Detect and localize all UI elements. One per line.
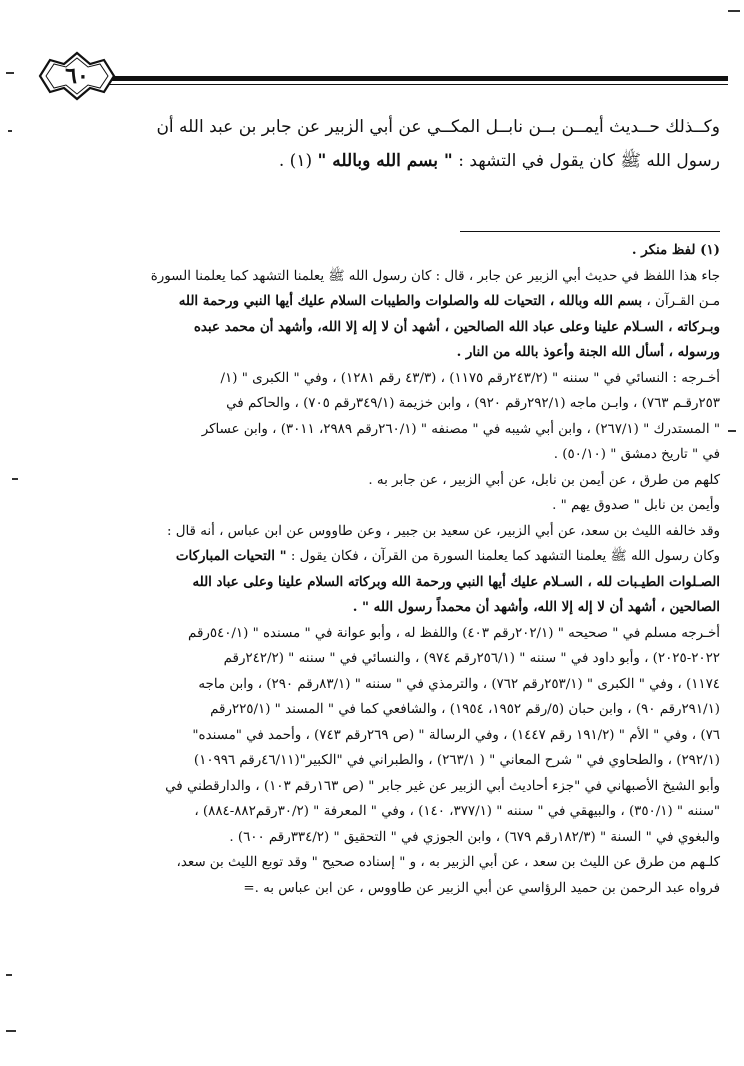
footnote-line (30, 748, 720, 774)
footnote-text: مـن القـرآن ، (642, 294, 720, 309)
footnote-line (30, 442, 720, 468)
header-rule (56, 76, 728, 81)
footnote-text: وأبو الشيخ الأصبهاني في "جزء أحاديث أبي الزبير عن غير جابر " (ص ١٦٣رقم ١٠٣) ، والدارقطني في (165, 778, 720, 794)
main-paragraph-line-2 (100, 144, 720, 178)
footnote-line (30, 774, 720, 800)
footnote-text: (٢٩١/١رقم ٩٠) ، وابن حبان (٥/رقم ١٩٥٢، ١٩٥٤) ، والشافعي كما في " المسند " (٢٢٥/١رقم (210, 702, 720, 717)
footnote-line (30, 799, 720, 825)
footnote-text: (٢٩٢/١) ، والطحاوي في " شرح المعاني " ( ٢٦٣/١) ، والطبراني في "الكبير"(٤٦/١١رقم ١٠٩٩٦) (193, 753, 720, 768)
footnote-bold-text: الصالحين ، أشهد أن لا إله إلا الله، وأشهد أن محمداً رسول الله " . (352, 599, 720, 615)
footnote-section (30, 238, 720, 901)
header-rule-thin (56, 84, 728, 85)
footnote-bold-text: وبـركاته ، السـلام علينا وعلى عباد الله الصالحين ، أشهد أن لا إله إلا الله، وأشهد أن محمد عبده (193, 318, 720, 335)
footnote-text: وأيمن بن نابل " صدوق يهم " . (552, 498, 720, 513)
footnote-reference: (١) . (278, 151, 318, 171)
footnote-line (30, 264, 720, 290)
footnote-text: جاء هذا اللفظ في حديث أبي الزبير عن جابر ، قال : كان رسول الله ﷺ يعلمنا التشهد كما يعلمنا السورة (150, 268, 720, 284)
footnote-line (30, 468, 720, 494)
footnote-text: ٧٦) ، وفي " الأم " (١٩١/٢ رقم ١٤٤٧) ، وفي الرسالة " (ص ٢٦٩رقم ٧٤٣) ، وأحمد في "مسنده" (192, 727, 720, 743)
footnote-line (30, 697, 720, 723)
footnote-text: فرواه عبد الرحمن بن حميد الرؤاسي عن أبي الزبير عن طاووس ، عن ابن عباس به .= (243, 880, 720, 896)
quoted-phrase: " بسم الله وبالله " (317, 151, 453, 171)
page-number: ٦٠ (65, 63, 89, 89)
scan-mark (728, 10, 740, 12)
footnote-line (30, 595, 720, 621)
footnote-text: "سننه " (٣٥٠/١) ، والبيهقي في " سننه " (٣٧٧/١، ١٤٠) ، وفي " المعرفة " (٣٠/٢رقم٨٨٢-٨٨٤) ، (194, 804, 720, 819)
scan-mark (6, 72, 14, 74)
footnote-separator (460, 231, 720, 232)
footnote-heading: (١) لفظ منكر . (631, 242, 720, 258)
scan-mark (6, 1030, 16, 1032)
footnote-bold-text: " التحيات المباركات (175, 548, 287, 564)
footnote-text: ١١٧٤) ، وفي " الكبرى " (٢٥٣/١رقم ٧٦٢) ، والترمذي في " سننه " (٨٣/١رقم ٢٩٠) ، وابن ماجه (198, 676, 720, 692)
footnote-line (30, 289, 720, 315)
footnote-text: " المستدرك " (٢٦٧/١) ، وابن أبي شيبه في " مصنفه " (٢٦٠/١رقم ٢٩٨٩، ٣٠١١) ، وابن عساكر (201, 421, 720, 437)
footnote-line (30, 825, 720, 851)
scan-mark (12, 478, 18, 480)
main-text-span: رسول الله ﷺ كان يقول في التشهد : (452, 151, 720, 171)
footnote-line (30, 340, 720, 366)
footnote-line (30, 672, 720, 698)
footnote-line (30, 570, 720, 596)
footnote-text: أخـرجه مسلم في " صحيحه " (٢٠٢/١رقم ٤٠٣) واللفظ له ، وأبو عوانة في " مسنده " (٥٤٠/١رقم (188, 625, 720, 641)
footnote-bold-text: ورسوله ، أسأل الله الجنة وأعوذ بالله من النار . (456, 344, 720, 360)
footnote-text: ٢٥٣رقـم ٧٦٣) ، وابـن ماجه (٢٩٢/١رقم ٩٢٠) ، وابن خزيمة (٣٤٩/١رقم ٧٠٥) ، والحاكم في (226, 396, 720, 411)
footnote-text: ٢٠٢٢-٢٠٢٥) ، وأبو داود في " سننه " (٢٥٦/١رقم ٩٧٤) ، والنسائي في " سننه " (٢٤٢/٢رقم (223, 651, 720, 666)
footnote-text: وكان رسول الله ﷺ يعلمنا التشهد كما يعلمنا السورة من القرآن ، فكان يقول : (286, 549, 720, 564)
main-text (100, 110, 720, 178)
footnote-text: في " تاريخ دمشق " (٥٠/١٠) . (553, 447, 720, 462)
footnote-bold-text: بسم الله وبالله ، التحيات لله والصلوات والطيبات السلام عليك أيها النبي ورحمة الله (178, 293, 643, 309)
footnote-line (30, 391, 720, 417)
footnote-line (30, 621, 720, 647)
footnote-line (30, 366, 720, 392)
footnote-text: وقد خالفه الليث بن سعد، عن أبي الزبير، عن سعيد بن جبير ، وعن طاووس عن ابن عباس ، أنه قال : (166, 523, 720, 539)
main-paragraph-line-1: وكــذلك حــديث أيمــن بــن نابــل المكــي عن أبي الزبير عن جابر بن عبد الله أن (156, 117, 720, 137)
footnote-line (30, 544, 720, 570)
footnote-line (30, 850, 720, 876)
footnote-bold-text: الصـلوات الطيـبات لله ، السـلام عليك أيها النبي ورحمة الله وبركاته السلام علينا وعلى عباد الله (192, 573, 720, 590)
footnote-line (30, 493, 720, 519)
scan-mark (6, 974, 12, 976)
footnote-line (30, 723, 720, 749)
footnote-text: أخـرجه : النسائي في " سننه " (٢٤٣/٢رقم ١١٧٥) ، (٤٣/٣ رقم ١٢٨١) ، وفي " الكبرى " (١/ (220, 370, 720, 386)
footnote-text: كلـهم من طرق عن الليث بن سعد ، عن أبي الزبير به ، و " إسناده صحيح " وقد توبع الليث بن سعد، (176, 855, 720, 870)
footnote-line (30, 315, 720, 341)
footnote-text: كلهم من طرق ، عن أيمن بن نابل، عن أبي الزبير ، عن جابر به . (368, 472, 720, 488)
footnote-line (30, 519, 720, 545)
footnote-text: والبغوي في " السنة " (١٨٢/٣رقم ٦٧٩) ، وابن الجوزي في " التحقيق " (٣٣٤/٢رقم ٦٠٠) . (229, 829, 720, 845)
footnote-line (30, 646, 720, 672)
footnote-line (30, 417, 720, 443)
scan-mark (728, 430, 736, 432)
footnote-line (30, 876, 720, 902)
scan-mark (8, 130, 12, 132)
